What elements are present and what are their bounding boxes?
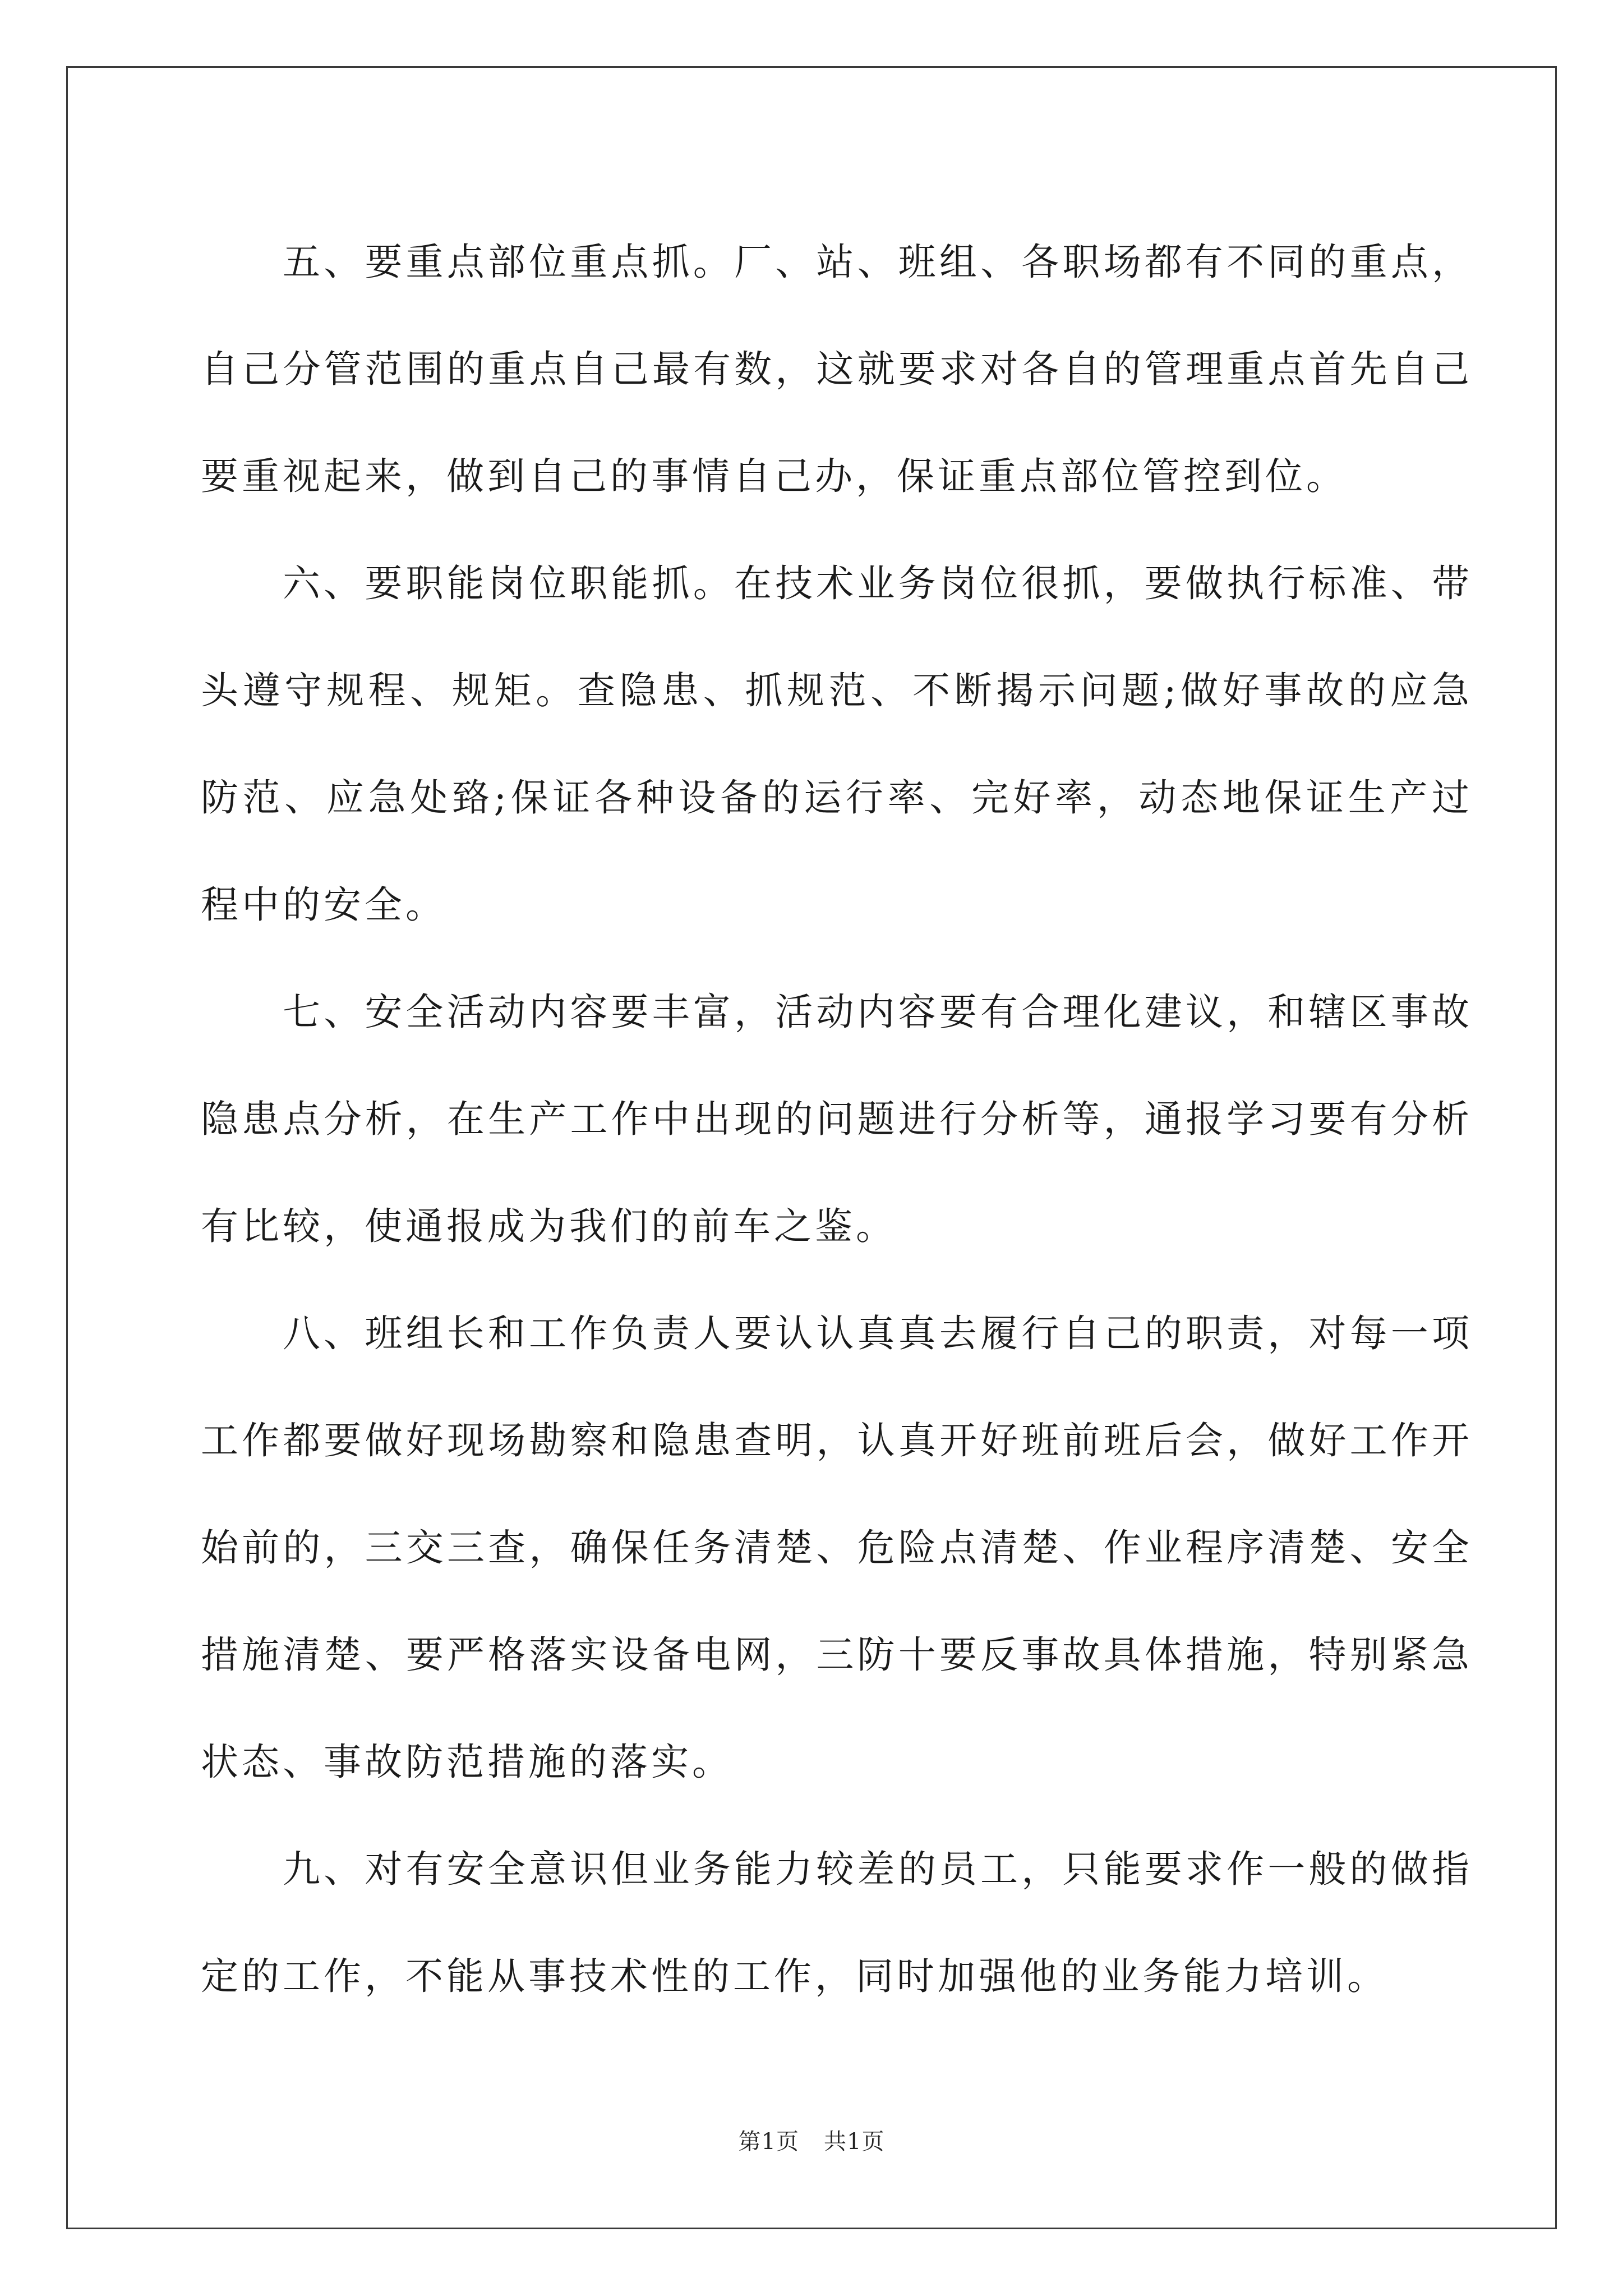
paragraph-5: 五、要重点部位重点抓。厂、站、班组、各职场都有不同的重点，自己分管范围的重点自己最有数，这就要求对各自的管理重点首先自己要重视起来，做到自己的事情自己办，保证重点部位管控到位。 [201, 240, 1473, 498]
page-total: 共1页 [824, 2129, 885, 2155]
document-body [201, 209, 1473, 2030]
paragraph-9: 九、对有安全意识但业务能力较差的员工，只能要求作一般的做指定的工作，不能从事技术性的工作，同时加强他的业务能力培训。 [201, 1847, 1473, 1998]
paragraph-7: 七、安全活动内容要丰富，活动内容要有合理化建议，和辖区事故隐患点分析，在生产工作中出现的问题进行分析等，通报学习要有分析有比较，使通报成为我们的前车之鉴。 [201, 990, 1473, 1248]
paragraph-6: 六、要职能岗位职能抓。在技术业务岗位很抓，要做执行标准、带头遵守规程、规矩。查隐患、抓规范、不断揭示问题;做好事故的应急防范、应急处臵;保证各种设备的运行率、完好率，动态地保证生产过程中的安全。 [201, 562, 1473, 927]
page-footer [0, 2124, 1623, 2156]
paragraph-8: 八、班组长和工作负责人要认认真真去履行自己的职责，对每一项工作都要做好现场勘察和隐患查明，认真开好班前班后会，做好工作开始前的，三交三查，确保任务清楚、危险点清楚、作业程序清楚、安全措施清楚、要严格落实设备电网，三防十要反事故具体措施，特别紧急状态、事故防范措施的落实。 [201, 1312, 1473, 1784]
page-number: 第1页 [738, 2129, 799, 2155]
